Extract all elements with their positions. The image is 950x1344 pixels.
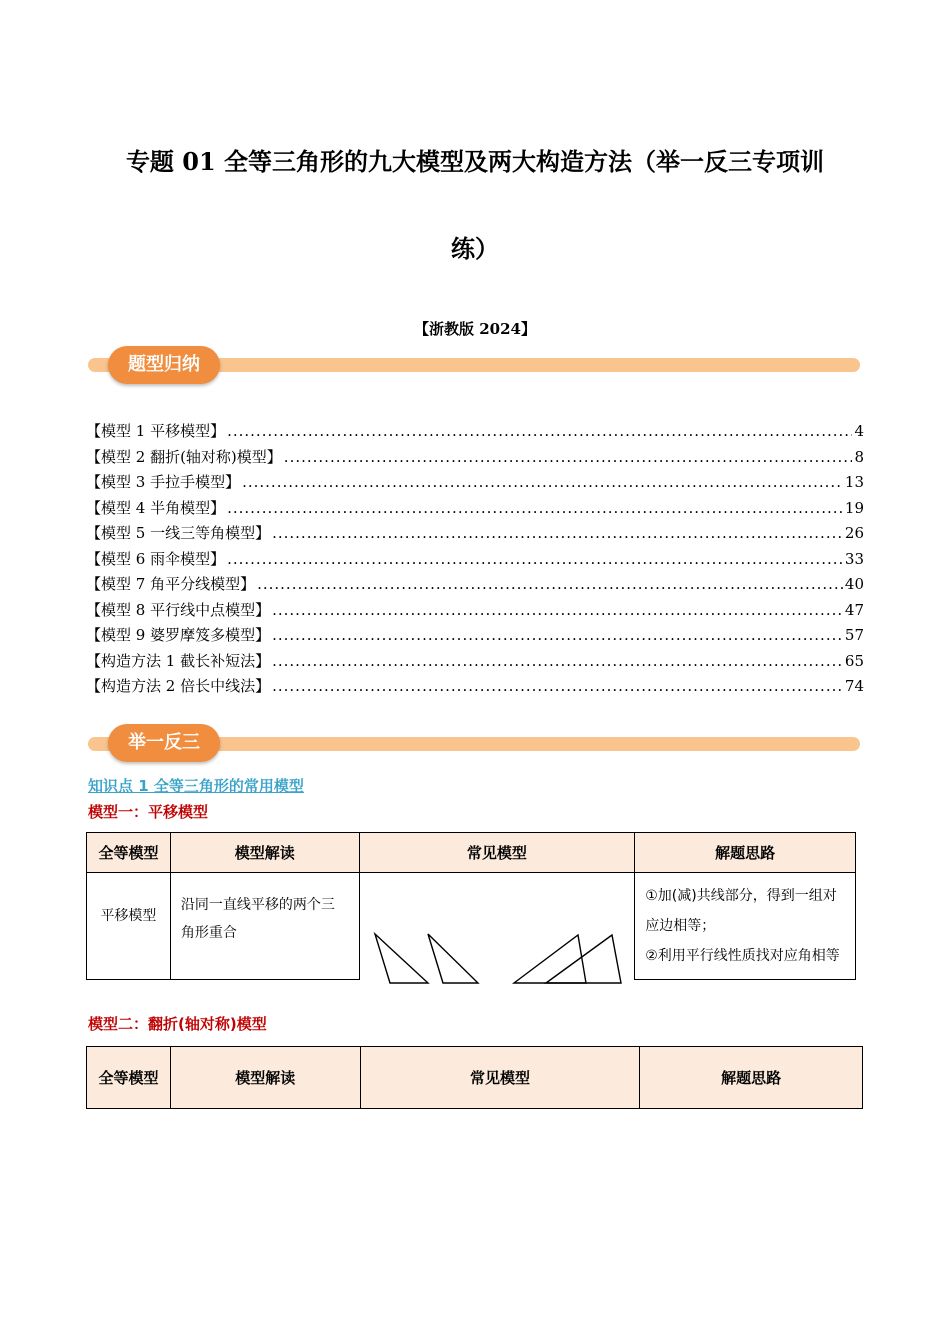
toc-leader-dots bbox=[257, 575, 843, 593]
toc-entry-label: 【模型 6 雨伞模型】 bbox=[86, 549, 226, 568]
model-tips-cell bbox=[635, 873, 856, 980]
toc-entry-label: 【模型 5 一线三等角模型】 bbox=[86, 524, 271, 542]
toc-entry-page: 74 bbox=[844, 677, 864, 695]
model-figure-cell bbox=[359, 873, 635, 980]
toc-leader-dots bbox=[227, 550, 843, 568]
toc-entry-page: 26 bbox=[844, 524, 864, 542]
tip-one: ①加(减)共线部分，得到一组对应边相等； bbox=[645, 888, 837, 934]
toc-entry[interactable] bbox=[86, 471, 864, 497]
toc-entry-page: 40 bbox=[844, 575, 864, 593]
model-two-table bbox=[86, 1046, 863, 1109]
table-header-row bbox=[87, 1047, 863, 1109]
toc-entry-page: 13 bbox=[844, 473, 864, 491]
page-title-line1: 专题 01 全等三角形的九大模型及两大构造方法（举一反三专项训 bbox=[125, 147, 825, 176]
toc-leader-dots bbox=[272, 524, 843, 542]
toc-entry[interactable] bbox=[86, 497, 864, 523]
model-two-title: 模型二：翻折(轴对称)模型 bbox=[88, 1015, 267, 1033]
header-solving-idea: 解题思路 bbox=[635, 833, 856, 873]
table-row bbox=[87, 873, 856, 980]
knowledge-point-heading: 知识点 1 全等三角形的常用模型 bbox=[88, 777, 304, 795]
header-explanation: 模型解读 bbox=[170, 833, 359, 873]
toc-entry-page: 8 bbox=[854, 447, 864, 466]
toc-entry-label: 【模型 7 角平分线模型】 bbox=[86, 575, 256, 593]
section-header-toc: 题型归纳 bbox=[108, 346, 220, 384]
toc-leader-dots bbox=[284, 448, 853, 466]
edition-label: 【浙教版 2024】 bbox=[414, 320, 536, 338]
toc-entry[interactable] bbox=[86, 446, 864, 472]
model-explanation-cell: 沿同一直线平移的两个三角形重合 bbox=[170, 873, 359, 980]
toc-entry[interactable] bbox=[86, 573, 864, 599]
tip-two: ②利用平行线性质找对应角相等 bbox=[645, 948, 840, 964]
toc-entry-page: 19 bbox=[844, 498, 864, 517]
header-explanation: 模型解读 bbox=[170, 1047, 360, 1109]
table-of-contents bbox=[86, 420, 864, 701]
toc-entry[interactable] bbox=[86, 624, 864, 650]
toc-leader-dots bbox=[272, 677, 843, 695]
toc-leader-dots bbox=[272, 626, 843, 644]
toc-entry[interactable] bbox=[86, 548, 864, 574]
toc-leader-dots bbox=[227, 422, 852, 440]
toc-entry-page: 4 bbox=[854, 422, 864, 440]
toc-entry[interactable] bbox=[86, 675, 864, 701]
header-common-model: 常见模型 bbox=[360, 1047, 640, 1109]
header-solving-idea: 解题思路 bbox=[640, 1047, 863, 1109]
toc-entry-label: 【构造方法 2 倍长中线法】 bbox=[86, 677, 271, 695]
toc-entry-label: 【构造方法 1 截长补短法】 bbox=[86, 651, 271, 670]
header-common-model: 常见模型 bbox=[359, 833, 635, 873]
toc-entry-label: 【模型 3 手拉手模型】 bbox=[86, 473, 241, 491]
toc-leader-dots bbox=[227, 499, 843, 517]
toc-entry-label: 【模型 4 半角模型】 bbox=[86, 498, 226, 517]
table-header-row bbox=[87, 833, 856, 873]
header-model: 全等模型 bbox=[87, 1047, 171, 1109]
page-title-line2: 练） bbox=[451, 234, 499, 263]
toc-entry[interactable] bbox=[86, 650, 864, 676]
toc-entry-page: 33 bbox=[844, 549, 864, 568]
toc-entry[interactable] bbox=[86, 420, 864, 446]
toc-leader-dots bbox=[272, 652, 843, 670]
toc-leader-dots bbox=[242, 473, 843, 491]
toc-entry[interactable] bbox=[86, 522, 864, 548]
toc-entry-label: 【模型 1 平移模型】 bbox=[86, 422, 226, 440]
toc-entry-page: 47 bbox=[844, 600, 864, 619]
toc-entry-page: 57 bbox=[844, 626, 864, 644]
toc-leader-dots bbox=[272, 601, 843, 619]
toc-entry-label: 【模型 9 婆罗摩笈多模型】 bbox=[86, 626, 271, 644]
toc-entry-label: 【模型 8 平行线中点模型】 bbox=[86, 600, 271, 619]
header-model: 全等模型 bbox=[87, 833, 171, 873]
toc-entry[interactable] bbox=[86, 599, 864, 625]
model-name-cell: 平移模型 bbox=[87, 873, 171, 980]
section-header-practice: 举一反三 bbox=[108, 724, 220, 762]
model-one-table bbox=[86, 832, 856, 980]
model-one-title: 模型一：平移模型 bbox=[88, 803, 209, 821]
toc-entry-label: 【模型 2 翻折(轴对称)模型】 bbox=[86, 447, 282, 466]
toc-entry-page: 65 bbox=[844, 651, 864, 670]
